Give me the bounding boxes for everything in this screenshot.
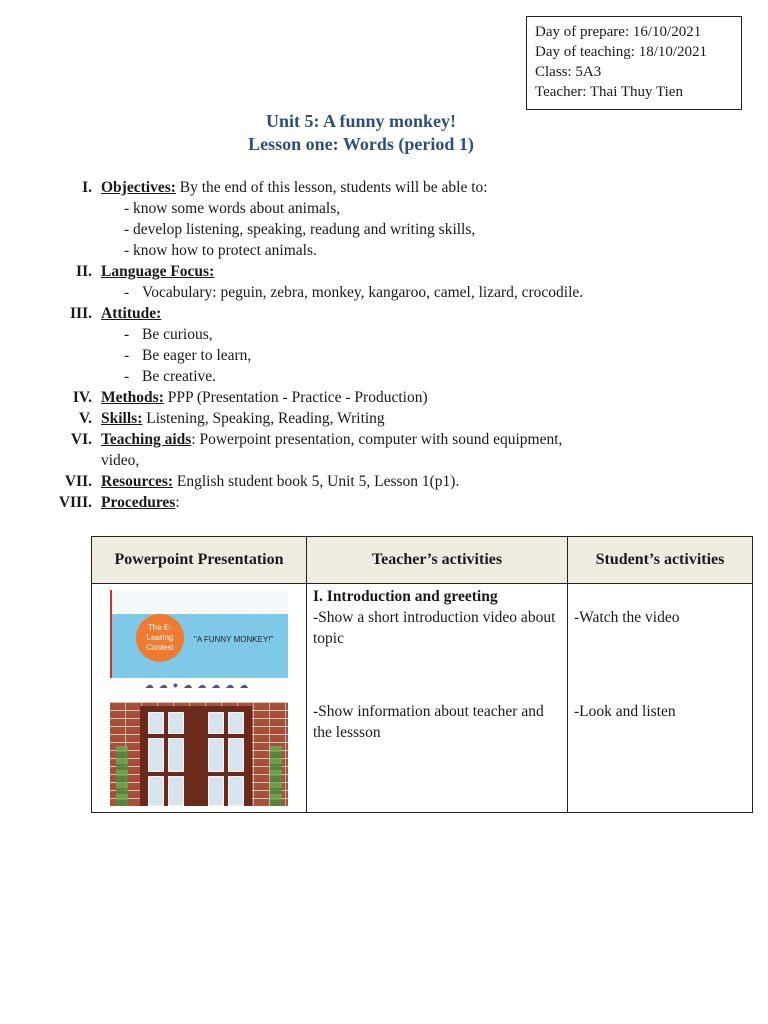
presentation-cell (92, 584, 307, 813)
slide-thumbnail-intro (110, 590, 288, 692)
attitude-item: - Be creative. (124, 368, 217, 385)
teacher-activity: -Show information about teacher and the lessson (313, 703, 544, 741)
teaching-aids-continued: video, (101, 452, 140, 469)
attitude-item: - Be curious, (124, 326, 213, 343)
outline-skills: V. Skills: Listening, Speaking, Reading, Writing (78, 410, 385, 427)
outline-language-focus: II. Language Focus: (76, 263, 215, 280)
outline-objectives: I. Objectives: By the end of this lesson, students will be able to: (82, 179, 488, 196)
objectives-heading: Objectives: (101, 179, 176, 196)
attitude-heading: Attitude: (101, 305, 162, 322)
student-activities-cell (568, 584, 753, 813)
slide-banner-text: "A FUNNY MONKEY!" (194, 635, 274, 644)
cloud-banner (110, 590, 288, 614)
table-row (92, 584, 753, 813)
table-header-row (92, 537, 753, 584)
outline-attitude: III. Attitude: (70, 305, 162, 322)
objective-item: - develop listening, speaking, readung and writing skills, (124, 221, 476, 238)
student-activity: -Watch the video (574, 609, 680, 626)
resources-heading: Resources: (101, 473, 174, 490)
section-heading: I. Introduction and greeting (313, 588, 498, 605)
outline-procedures: VIII. Procedures: (58, 494, 180, 511)
unit-title: Unit 5: A funny monkey! (265, 111, 457, 131)
header-presentation: Powerpoint Presentation (92, 537, 307, 584)
outline-teaching-aids: VI. Teaching aids: Powerpoint presentation, computer with sound equipment, (70, 431, 563, 448)
procedures-heading: Procedures (101, 494, 176, 511)
attitude-item: - Be eager to learn, (124, 347, 252, 364)
language-focus-heading: Language Focus: (101, 263, 215, 280)
teacher-name: Teacher: Thai Thuy Tien (535, 84, 683, 100)
teaching-aids-heading: Teaching aids (101, 431, 192, 448)
methods-heading: Methods: (101, 389, 164, 406)
skills-heading: Skills: (101, 410, 143, 427)
contest-badge: The E-Learing Contest (136, 614, 184, 662)
prepare-date: Day of prepare: 16/10/2021 (535, 24, 702, 40)
objective-item: - know some words about animals, (124, 200, 341, 217)
weather-icons: ☁☁●☁☁☁☁☁ (110, 678, 288, 692)
outline-resources: VII. Resources: English student book 5, Unit 5, Lesson 1(p1). (64, 473, 460, 490)
vine-decoration (116, 746, 128, 806)
student-activity: -Look and listen (574, 703, 676, 720)
outline-methods: IV. Methods: PPP (Presentation - Practice - Production) (72, 389, 428, 406)
objective-item: - know how to protect animals. (124, 242, 317, 259)
procedures-table (91, 536, 753, 813)
vocabulary-item: - Vocabulary: peguin, zebra, monkey, kangaroo, camel, lizard, crocodile. (124, 284, 584, 301)
teacher-activity: -Show a short introduction video about topic (313, 609, 556, 647)
teacher-activities-cell (307, 584, 568, 813)
teaching-date: Day of teaching: 18/10/2021 (535, 44, 708, 60)
vine-decoration (270, 746, 282, 806)
lesson-title: Lesson one: Words (period 1) (248, 134, 474, 154)
window-door-icon (140, 706, 252, 806)
slide-thumbnail-teacher (110, 702, 288, 806)
class-name: Class: 5A3 (535, 64, 602, 80)
header-teacher: Teacher’s activities (307, 537, 568, 584)
lesson-info-box (526, 16, 742, 110)
header-student: Student’s activities (568, 537, 753, 584)
